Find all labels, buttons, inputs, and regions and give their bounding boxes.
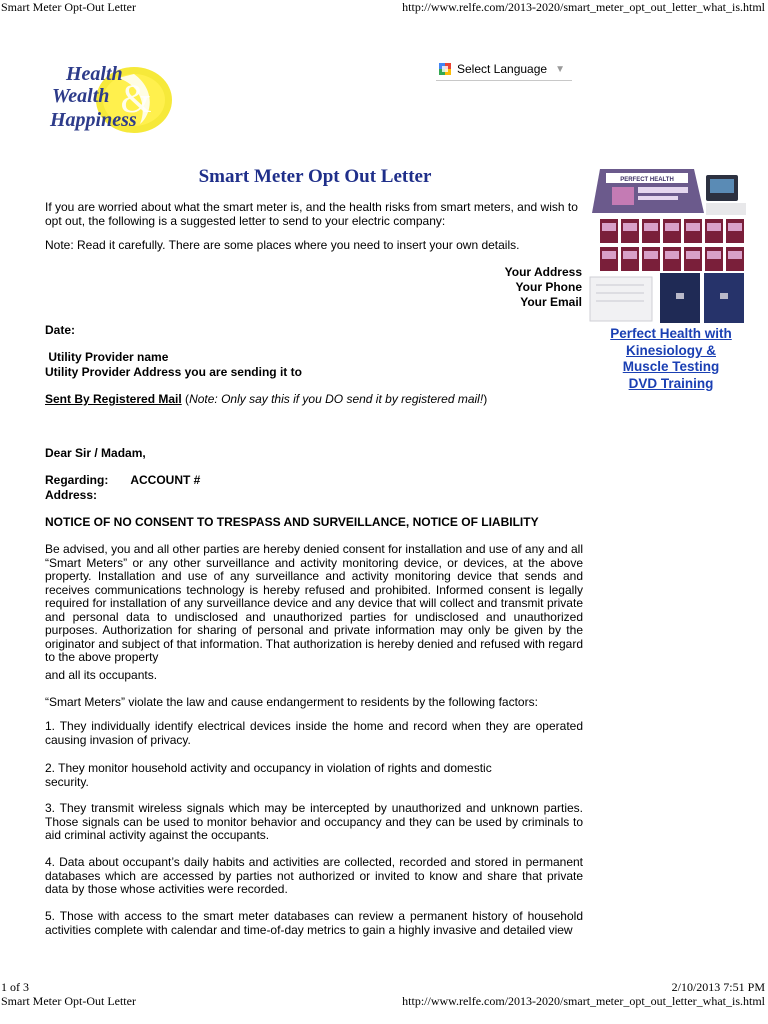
registered-open-paren: ( <box>181 392 190 406</box>
site-logo[interactable] <box>48 60 176 136</box>
print-header-url: http://www.relfe.com/2013-2020/smart_meter_opt_out_letter_what_is.html <box>402 0 765 14</box>
address-block <box>505 265 582 310</box>
registered-mail-note: Note: Only say this if you DO send it by registered mail! <box>189 392 484 406</box>
your-email: Your Email <box>520 295 582 309</box>
utility-provider-address: Utility Provider Address you are sending it to <box>45 365 302 379</box>
logo-word-health: Health <box>66 63 123 85</box>
google-translate-icon <box>439 63 451 75</box>
factor-item-1: 1. They individually identify electrical devices inside the home and record when they are operated causing invasion of privacy. <box>45 719 583 747</box>
print-header-title: Smart Meter Opt-Out Letter <box>1 0 136 14</box>
notice-tail: and all its occupants. <box>45 668 158 682</box>
print-footer-page: 1 of 3 <box>1 980 29 994</box>
account-label: ACCOUNT # <box>130 473 201 487</box>
notice-heading: NOTICE OF NO CONSENT TO TRESPASS AND SURVEILLANCE, NOTICE OF LIABILITY <box>45 515 539 529</box>
factor-item-3: 3. They transmit wireless signals which may be intercepted by unauthorized and unknown parties. Those signals can be used to monitor behavior and occupancy and they can be used by criminals to aid criminal activity against the occupants. <box>45 801 583 842</box>
dvd-product-image[interactable] <box>586 167 750 327</box>
factors-intro: “Smart Meters” violate the law and cause endangerment to residents by the following factors: <box>45 695 538 709</box>
logo-ampersand: & <box>120 76 152 121</box>
factor-item-4: 4. Data about occupant’s daily habits and activities are collected, recorded and stored in permanent databases which are accessed by parties not authorized or invited to know and share that private data by those whose activities were recorded. <box>45 855 583 896</box>
notice-body: Be advised, you and all other parties are hereby denied consent for installation and use of any and all “Smart Meters” or any other surveillance and activity monitoring device, or devices, at the above property. Installation and use of any surveillance and activity monitoring device that sends and receives communications technology is hereby refused and prohibited. Informed consent is legally required for installation of any surveillance device and any device that will collect and transmit private and personal data to undisclosed and unauthorized parties for undisclosed and unauthorized purposes. Authorization for sharing of personal and private information may only be given by the originator and subject of that information. That authorization is hereby denied and refused with regard to the above property <box>45 542 583 664</box>
utility-provider-name: Utility Provider name <box>45 350 169 364</box>
regarding-line <box>45 474 583 488</box>
date-label: Date: <box>45 323 76 337</box>
regarding-label: Regarding: <box>45 473 109 487</box>
salutation: Dear Sir / Madam, <box>45 446 146 460</box>
registered-mail-label: Sent By Registered Mail <box>45 392 182 406</box>
select-language-label: Select Language <box>457 62 548 76</box>
promo-link-line-1: Perfect Health with <box>610 326 732 341</box>
promo-link-line-2: Kinesiology & <box>625 342 716 358</box>
logo-word-wealth: Wealth <box>52 85 110 107</box>
logo-word-happiness: Happiness <box>50 109 137 131</box>
your-address: Your Address <box>504 265 582 279</box>
select-language-dropdown[interactable] <box>436 58 572 81</box>
factor-item-5: 5. Those with access to the smart meter databases can review a permanent history of household activities complete with calendar and time-of-day metrics to gain a highly invasive and detailed view <box>45 909 583 937</box>
registered-mail-line <box>45 393 583 407</box>
print-footer-datetime: 2/10/2013 7:51 PM <box>671 980 765 994</box>
page-title: Smart Meter Opt Out Letter <box>198 166 432 187</box>
factor-item-2: 2. They monitor household activity and occupancy in violation of rights and domestic security. <box>45 761 492 789</box>
intro-paragraph: If you are worried about what the smart meter is, and the health risks from smart meters, and wish to opt out, the following is a suggested letter to send to your electric company: <box>45 200 578 228</box>
your-phone: Your Phone <box>515 280 582 294</box>
address-label: Address: <box>45 488 98 502</box>
registered-close-paren: ) <box>483 392 488 406</box>
note-paragraph: Note: Read it carefully. There are some places where you need to insert your own details. <box>45 238 520 252</box>
promo-link-line-3: Muscle Testing <box>622 359 720 374</box>
perfect-health-promo-link[interactable] <box>586 326 756 392</box>
promo-link-line-4: DVD Training <box>628 375 714 391</box>
dropdown-arrow-icon: ▼ <box>555 63 565 75</box>
print-footer-title: Smart Meter Opt-Out Letter <box>1 994 136 1008</box>
print-footer-url: http://www.relfe.com/2013-2020/smart_meter_opt_out_letter_what_is.html <box>402 994 765 1008</box>
dvd-box-label: PERFECT HEALTH <box>620 177 674 183</box>
